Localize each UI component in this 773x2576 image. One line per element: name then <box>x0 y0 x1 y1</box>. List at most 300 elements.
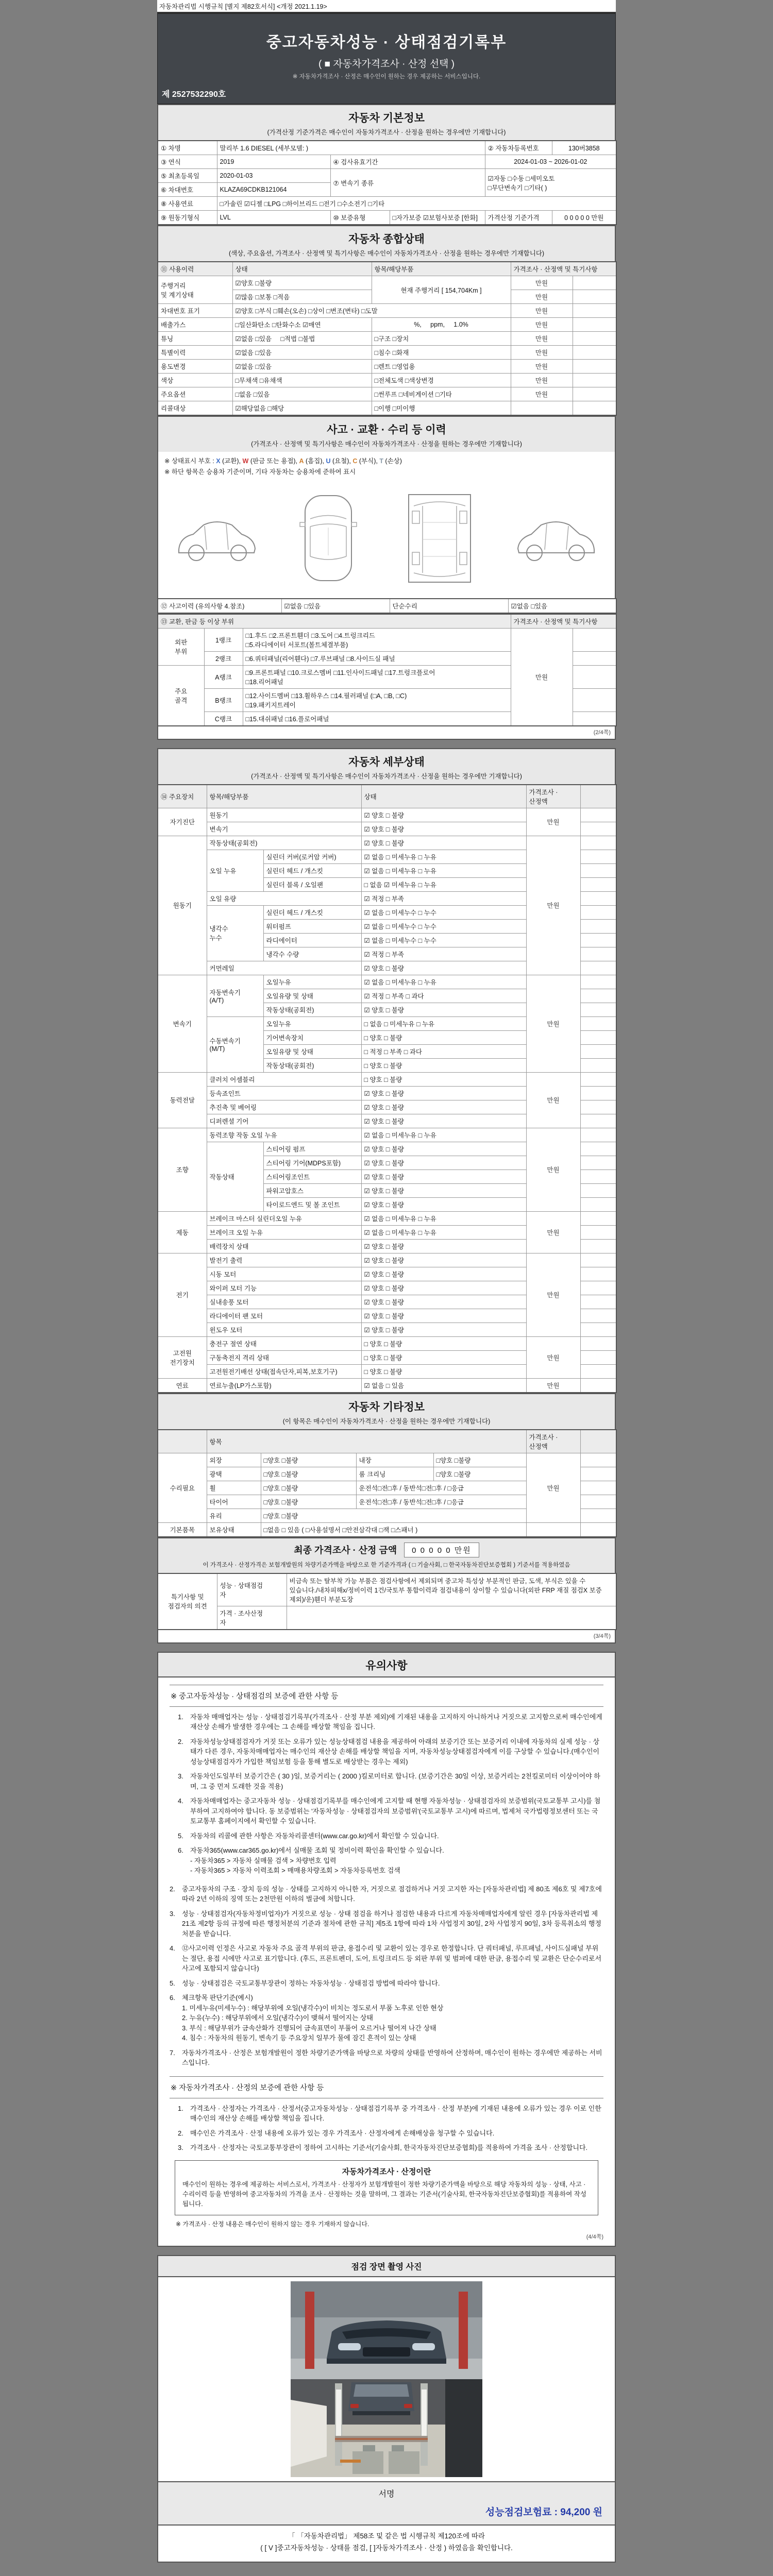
page-break <box>157 2247 616 2255</box>
cell: 특별이력 <box>158 346 232 360</box>
final-price-label: 최종 가격조사 · 산정 금액 <box>294 1545 397 1555</box>
cell: □1.후드 □2.프론트휀더 □3.도어 □4.트렁크리드 □5.라디에이터 서포트(볼트체결부품) <box>243 628 511 651</box>
state-code: U <box>326 457 331 465</box>
cell: ④ 검사유효기간 <box>330 155 485 169</box>
notice-item: 2. 매수인은 가격조사 · 산정 내용에 오류가 있는 경우 가격조사 · 산정자에게 손해배상을 청구할 수 있습니다. <box>178 2129 495 2137</box>
cell: ☑ 적정 □ 부족 <box>361 947 526 961</box>
cell <box>580 836 616 850</box>
notice-item: 3. 자동차인도일부터 보증기간은 ( 30 )일, 보증거리는 ( 2000 )킬로미터로 합니다. (보증기간은 30일 이상, 보증거리는 2천킬로미터 이상이어야 하며, 그 중 먼저 도래한 것을 적용) <box>178 1772 600 1790</box>
cell <box>573 628 616 651</box>
cell: 가격 · 조사산정 자 <box>217 1606 287 1630</box>
cell: 오일 누유 <box>207 850 263 891</box>
cell <box>580 1481 616 1495</box>
document-header <box>157 13 616 104</box>
cell: ☑ 양호 □ 불량 <box>361 1156 526 1170</box>
cell: 스티어링 기어(MDPS포함) <box>263 1156 361 1170</box>
state-code: T <box>379 457 383 465</box>
cell: ☑ 양호 □ 불량 <box>361 1309 526 1323</box>
page-mark-3: (3/4쪽) <box>157 1630 616 1643</box>
cell: 오일누유 <box>263 1016 361 1030</box>
price-appraisal-box-body: 매수인이 원하는 경우에 제공하는 서비스로서, 가격조사 · 산정자가 보험개발원이 정한 차량기준가액을 바탕으로 해당 자동차의 성능 · 상태, 사고 · 수리이력 등을 반영하여 중고자동차의 가격을 조사 · 산정하는 것을 말하며, 그 결과는 기준서(기술사회, 한국자동차진단보증협회)를 적용하여 작성됩니다. <box>182 2180 586 2208</box>
page-mark-4: (4/4쪽) <box>586 2233 603 2240</box>
section-subtitle: (가격조사 · 산정액 및 특기사항은 매수인이 자동차가격조사 · 산정을 원하는 경우에만 기재합니다) <box>251 772 522 780</box>
cell <box>580 1364 616 1378</box>
notice-item: 2. 중고자동차의 구조 · 장치 등의 성능 · 상태를 고지하지 아니한 자, 거짓으로 점검하거나 거짓 고지한 자는 [자동차관리법] 제 80조 제6호 및 제7호에 따라 2년 이하의 징역 또는 2천만원 이하의 벌금에 처합니다. <box>170 1885 602 1903</box>
cell: 만원 <box>511 374 573 387</box>
cell: □일산화탄소 □탄화수소 ☑매연 <box>232 318 372 332</box>
cell: ☑없음 □있음 <box>232 360 372 374</box>
legend-text: (흠집), <box>304 457 326 465</box>
cell: □양호 □불량 <box>261 1509 526 1522</box>
cell: 발전기 출력 <box>207 1253 361 1267</box>
legend-text: ※ 상태표시 부호 : <box>164 457 216 465</box>
emission-values: %, ppm, 1.0% <box>372 318 511 332</box>
cell: ☑ 양호 □ 불량 <box>361 808 526 822</box>
cell: 외장 <box>207 1453 261 1467</box>
cell: ☑ 없음 □ 미세누수 □ 누수 <box>361 919 526 933</box>
cell: ☑ 없음 □ 있음 <box>361 1378 526 1393</box>
cell: 구동축전지 격리 상태 <box>207 1350 361 1364</box>
cell <box>573 688 616 711</box>
cell: ☑ 양호 □ 불량 <box>361 836 526 850</box>
cell <box>580 1225 616 1239</box>
cell: 차대번호 표기 <box>158 304 232 318</box>
cell: 조향 <box>158 1128 207 1211</box>
cell: 가격조사 · 산정액 및 특기사항 <box>511 614 616 629</box>
cell: ☑ 없음 □ 미세누수 □ 누수 <box>361 905 526 919</box>
cell: 만원 <box>526 1336 580 1378</box>
cell: 만원 <box>511 332 573 346</box>
cell: 만원 <box>511 304 573 318</box>
notice-item: 3. 성능 · 상태점검자(자동차정비업자)가 거짓으로 성능 · 상태 점검을 하거나 점검한 내용과 다르게 자동차매매업자에게 알린 경우 [자동차관리법 제21조 제2항 등의 규정에 따른 행정처분의 기준과 절차에 관한 규칙] 제5조 1항에 따라 1차 사업정지 30일, 2차 사업정지 90일, 3차 등록취소의 행정처분을 받습니다. <box>170 1909 601 1938</box>
notice-item: 1. 가격조사 · 산정자는 가격조사 · 산정서(중고자동차성능 · 상태점검기록부 중 가격조사 · 산정 부분)에 기재된 내용에 오류가 있는 경우 이로 인한 매수인의 재산상 손해를 배상할 책임을 집니다. <box>178 2104 601 2122</box>
cell <box>573 401 616 416</box>
cell: 라디에이터 팬 모터 <box>207 1309 361 1323</box>
section-title: 자동차 기본정보 <box>348 112 425 124</box>
cell: 원동기 <box>207 808 361 822</box>
cell: ☑많음 □보통 □적음 <box>232 290 372 304</box>
cell: 추진축 및 베어링 <box>207 1100 361 1114</box>
cell: 오일 유량 <box>207 891 361 905</box>
plate-number: 130버3858 <box>552 141 616 155</box>
cell: 룸 크리닝 <box>356 1467 433 1481</box>
accident-history: ☑없음 □있음 <box>281 599 390 613</box>
cell: ☑해당없음 □해당 <box>232 401 372 416</box>
overall-state-table <box>157 261 616 416</box>
cell: ② 자동차등록번호 <box>485 141 552 155</box>
section-subtitle: (가격산정 기준가격은 매수인이 자동차가격조사 · 산정을 원하는 경우에만 기재합니다) <box>267 129 506 136</box>
confirmation-line-1: 「 「자동차관리법」 제58조 및 같은 법 시행규칙 제120조에 따라 <box>288 2532 485 2540</box>
cell: 수리필요 <box>158 1453 207 1522</box>
cell: 스티어링 펌프 <box>263 1142 361 1156</box>
notice-body <box>157 1676 616 2247</box>
cell <box>580 891 616 905</box>
cell: 디퍼렌셜 기어 <box>207 1114 361 1128</box>
cell: 튜닝 <box>158 332 232 346</box>
transmission-type: ☑자동 □수동 □세미오토 □무단변속기 □기타( ) <box>485 169 616 197</box>
cell: □전체도색 □색상변경 <box>372 374 511 387</box>
cell: 작동상태 <box>207 1142 263 1211</box>
cell: 자기진단 <box>158 808 207 836</box>
cell: 항목/해당부품 <box>207 785 361 808</box>
inspection-period: 2024-01-03 ~ 2026-01-02 <box>485 155 616 169</box>
notice-item: 7. 자동차가격조사 · 산정은 보험개발원이 정한 차량기준가액을 바탕으로 차량의 상태를 반영하여 산정하며, 매수인이 원하는 경우에만 제공하는 서비스입니다. <box>170 2048 602 2066</box>
cell <box>580 975 616 989</box>
appraiser-opinion <box>287 1606 616 1630</box>
cell: 원동기 <box>158 836 207 975</box>
cell: 스티어링조인트 <box>263 1170 361 1183</box>
cell: 만원 <box>526 1128 580 1211</box>
final-price-panel <box>157 1537 616 1573</box>
cell: □양호 □불량 <box>261 1467 356 1481</box>
car-top-view-diagram <box>290 490 367 586</box>
cell: □양호 □불량 <box>433 1467 526 1481</box>
cell <box>573 346 616 360</box>
oil-pan-leak: □ 없음 ☑ 미세누유 □ 누유 <box>361 877 526 891</box>
cell: 만원 <box>511 346 573 360</box>
notice-price-list <box>170 2104 603 2153</box>
cell: ☑없음 □있음 <box>232 346 372 360</box>
photo-section <box>157 2255 616 2482</box>
cell: 파워고압호스 <box>263 1183 361 1197</box>
cell: 주요옵션 <box>158 387 232 401</box>
cell: □양호 □불량 <box>261 1495 356 1509</box>
cell: ☑ 양호 □ 불량 <box>361 961 526 975</box>
cell <box>580 1086 616 1100</box>
price-appraisal-box-note: ※ 가격조사 · 산정 내용은 매수인이 원하지 않는 경우 기재하지 않습니다. <box>176 2220 369 2228</box>
cell: ☑ 없음 □ 미세누유 □ 누유 <box>361 975 526 989</box>
signature-label: 서명 <box>378 2489 395 2499</box>
cell: ☑ 양호 □ 불량 <box>361 1003 526 1016</box>
cell: 브레이크 마스터 실린더오일 누유 <box>207 1211 361 1225</box>
legend-text: (요철), <box>330 457 353 465</box>
page-break <box>157 740 616 748</box>
cell: ☑ 양호 □ 불량 <box>361 1114 526 1128</box>
basic-info-table <box>157 140 616 225</box>
cell: 운전석□전□후 / 동반석□전□후 / □응급 <box>356 1481 526 1495</box>
cell <box>580 1100 616 1114</box>
cell <box>573 290 616 304</box>
cell: 고전원전기배선 상태(접속단자,피복,보호기구) <box>207 1364 361 1378</box>
cell: ⑥ 차대번호 <box>158 183 217 197</box>
cell: 기본품목 <box>158 1522 207 1537</box>
notice-item: 4. 자동차매매업자는 중고자동차 성능 · 상태점검기록부를 매수인에게 고지할 때 현행 자동차성능 · 상태점검자의 보증범위(국토교통부 고시)를 첨부하여 고지하여야 합니다. 동 보증범위는 '자동차성능 · 상태점검자의 보증범위'(국토교통부 고시)에 따르며, 법제처 국가법령정보센터 또는 국토교통부 홈페이지에서 확인할 수 있습니다. <box>178 1797 601 1825</box>
cell: 상태 <box>232 262 372 276</box>
cell <box>580 863 616 877</box>
cell <box>580 1378 616 1393</box>
state-code: X <box>216 457 221 465</box>
cell: 실린더 헤드 / 개스킷 <box>263 863 361 877</box>
notice-item: 5. 성능 · 상태점검은 국토교통부장관이 정하는 자동차성능 · 상태점검 방법에 따라야 합니다. <box>170 1979 440 1987</box>
cell: □6.쿼터패널(리어휀다) □7.루브패널 □8.사이드실 패널 <box>243 651 511 665</box>
inspector-opinion-table <box>157 1573 616 1630</box>
cell: 오일유량 및 상태 <box>263 989 361 1003</box>
cell: ☑ 없음 □ 미세누유 □ 누유 <box>361 863 526 877</box>
cell: ☑ 양호 □ 불량 <box>361 1281 526 1295</box>
notice-item: 3. 가격조사 · 산정자는 국토교통부장관이 정하여 고시하는 기준서(기술사회, 한국자동차진단보증협회)를 적용하여 가격을 조사 · 산정합니다. <box>178 2144 588 2151</box>
cell: 윈도우 모터 <box>207 1323 361 1336</box>
cell: 만원 <box>511 276 573 290</box>
cell: 만원 <box>526 1453 580 1522</box>
cell <box>580 1156 616 1170</box>
section-accident-history <box>157 416 616 452</box>
cell: 충전구 절연 상태 <box>207 1336 361 1350</box>
cell: □ 양호 □ 불량 <box>361 1364 526 1378</box>
cell: ⑨ 원동기형식 <box>158 211 217 225</box>
cell <box>580 1309 616 1323</box>
cell: 만원 <box>511 387 573 401</box>
cell: 제동 <box>158 1211 207 1253</box>
cell <box>573 387 616 401</box>
cell: ⑩ 보증유형 <box>330 211 390 225</box>
inspection-photo-lift-rear <box>291 2379 482 2477</box>
cell: □15.대쉬패널 □16.플로어패널 <box>243 711 511 726</box>
cell <box>580 808 616 822</box>
cell: 변속기 <box>158 975 207 1072</box>
legend-codes <box>164 456 609 467</box>
cell: 가격조사 · 산정액 및 특기사항 <box>511 262 616 276</box>
cell <box>580 1003 616 1016</box>
section-detail-state <box>157 748 616 784</box>
cell: ☑ 양호 □ 불량 <box>361 1253 526 1267</box>
cell <box>580 1170 616 1183</box>
cell: 만원 <box>511 318 573 332</box>
car-underbody-diagram <box>396 490 483 586</box>
cell: 주요 골격 <box>158 665 204 726</box>
cell: 오일누유 <box>263 975 361 989</box>
base-price: 0 0 0 0 0 만원 <box>552 211 616 225</box>
section-title: 사고 · 교환 · 수리 등 이력 <box>327 424 446 436</box>
car-side-view-diagram <box>173 504 260 571</box>
detail-state-table <box>157 784 616 1393</box>
cell: 고전원 전기장치 <box>158 1336 207 1378</box>
cell: 타이어 <box>207 1495 261 1509</box>
section-subtitle: (색상, 주요옵션, 가격조사 · 산정액 및 특기사항은 매수인이 자동차가격조사 · 산정을 원하는 경우에만 기재합니다) <box>228 250 545 257</box>
cell: ☑ 없음 □ 미세누유 □ 누유 <box>361 1128 526 1142</box>
cell: 브레이크 오일 누유 <box>207 1225 361 1239</box>
cell: B랭크 <box>204 688 243 711</box>
confirmation-line-2: ( [ V ]중고자동차성능 · 상태를 점검, [ ]자동차가격조사 · 산정 ) 하였음을 확인합니다. <box>260 2544 513 2552</box>
cell: ☑ 양호 □ 불량 <box>361 1197 526 1211</box>
section-title: 유의사항 <box>365 1659 408 1672</box>
notice-item: 2. 자동차성능상태점검자가 거짓 또는 오류가 있는 성능상태점검 내용을 제공하여 아래의 보증기간 또는 보증거리 이내에 자동차의 실제 성능 · 상태가 다른 경우, 자동차매매업자는 매수인의 재산상 손해를 배상할 책임을 지며, 자동차성능상태점검자에게 이를 구상할 수 있습니다.(매수인이 성능상태점검자가 가입한 책임보험 등을 통해 별도로 배상받는 경우는 제외) <box>178 1737 600 1766</box>
cell: ☑ 적정 □ 부족 □ 과다 <box>361 989 526 1003</box>
cell <box>580 1350 616 1364</box>
cell: 내장 <box>356 1453 433 1467</box>
cell: ⑧ 사용연료 <box>158 197 217 211</box>
cell: ☑없음 □있음 □적법 □불법 <box>232 332 372 346</box>
cell: ☑ 양호 □ 불량 <box>361 822 526 836</box>
cell: 냉각수 누수 <box>207 905 263 961</box>
notice-warranty-header: ※ 중고자동차성능 · 상태점검의 보증에 관한 사항 등 <box>170 1685 603 1707</box>
cell <box>580 1044 616 1058</box>
cell <box>580 947 616 961</box>
cell: 자동변속기 (A/T) <box>207 975 263 1016</box>
cell <box>573 304 616 318</box>
cell: 시동 모터 <box>207 1267 361 1281</box>
cell: 작동상태(공회전) <box>263 1058 361 1072</box>
cell: 실린더 헤드 / 개스킷 <box>263 905 361 919</box>
section-subtitle: (가격조사 · 산정액 및 특기사항은 매수인이 자동차가격조사 · 산정을 원하는 경우에만 기재합니다) <box>251 440 522 448</box>
inspector-opinion: 비금속 또는 탈부착 가능 부품은 점검사항에서 제외되며 중고차 특성상 부분적인 판금, 도색, 부식은 있을 수 있습니다./내차피해x/정비이력 1건/국토부 통합이력과 점검내용이 상이할 수 있습니다(외판 FRP 재질 점검X 보증 제외)/운)휀더 부분도장 <box>287 1573 616 1606</box>
notice-item: 6. 체크항목 판단기준(예시) 1. 미세누유(미세누수) : 해당부위에 오일(냉각수)이 비치는 정도로서 부품 노후로 인한 현상 2. 누유(누수) : 해당부위에서 오일(냉각수)이 맺혀서 떨어지는 상태 3. 부식 : 해당부위가 금속산화가 진행되어 금속표면이 부풀어 오르거나 떨어져 나간 상태 4. 침수 : 자동차의 원동기, 변속기 등 주요장치 일부가 물에 잠긴 흔적이 있는 상태 <box>170 1994 444 2042</box>
section-title: 자동차 기타정보 <box>348 1401 425 1413</box>
cell: □구조 □장치 <box>372 332 511 346</box>
cell: ☑ 양호 □ 불량 <box>361 1295 526 1309</box>
cell <box>580 961 616 975</box>
car-rear-side-view-diagram <box>513 504 600 571</box>
cell: 2랭크 <box>204 651 243 665</box>
cell: ⑫ 사고이력 (유의사항 4.참조) <box>158 599 281 613</box>
cell: ☑ 양호 □ 불량 <box>361 1170 526 1183</box>
cell: 만원 <box>526 975 580 1072</box>
cell <box>573 651 616 665</box>
cell <box>580 1430 616 1453</box>
cell: 등속죠인트 <box>207 1086 361 1100</box>
cell: □없음 □있음 <box>232 387 372 401</box>
cell: ☑ 양호 □ 불량 <box>361 1267 526 1281</box>
notice-warranty-list <box>170 1712 603 1876</box>
cell <box>580 933 616 947</box>
price-appraisal-box <box>175 2160 598 2215</box>
vin: KLAZA69CDKB121064 <box>217 183 330 197</box>
cell <box>511 401 573 416</box>
cell: □ 없음 □ 미세누유 □ 누유 <box>361 1016 526 1030</box>
cell: ⑬ 교환, 판금 등 이상 부위 <box>158 614 511 629</box>
cell: □ 양호 □ 불량 <box>361 1336 526 1350</box>
cell <box>580 919 616 933</box>
cell <box>580 1197 616 1211</box>
cell <box>580 1336 616 1350</box>
first-registration: 2020-01-03 <box>217 169 330 183</box>
cell: 와이퍼 모터 기능 <box>207 1281 361 1295</box>
cell: 만원 <box>526 1253 580 1336</box>
cell: ☑양호 □불량 <box>232 276 372 290</box>
page-title: 중고자동차성능 · 상태점검기록부 <box>266 34 507 51</box>
legend-text: (교환), <box>220 457 243 465</box>
cell: ☑ 양호 □ 불량 <box>361 1239 526 1253</box>
cell: 항목/해당부품 <box>372 262 511 276</box>
section-etc-info <box>157 1393 616 1429</box>
state-code: W <box>242 457 249 465</box>
cell <box>526 1522 580 1537</box>
inspection-record-document <box>157 0 616 2563</box>
cell: 배력장치 상태 <box>207 1239 361 1253</box>
cell: 색상 <box>158 374 232 387</box>
section-title: 자동차 종합상태 <box>348 233 425 245</box>
cell: ☑ 양호 □ 불량 <box>361 1183 526 1197</box>
section-basic-info <box>157 104 616 140</box>
cell: 만원 <box>526 808 580 836</box>
notice-general-list <box>170 1884 603 2068</box>
cell <box>573 360 616 374</box>
cell: □ 양호 □ 불량 <box>361 1350 526 1364</box>
cell: 배출가스 <box>158 318 232 332</box>
cell <box>580 1453 616 1467</box>
cell: ☑ 없음 □ 미세누유 □ 누유 <box>361 1211 526 1225</box>
cell: 유리 <box>207 1509 261 1522</box>
cell <box>580 1495 616 1509</box>
cell: □양호 □불량 <box>261 1453 356 1467</box>
page-subtitle: ( ■ 자동차가격조사 · 산정 선택 ) <box>318 59 455 70</box>
cell <box>580 1072 616 1086</box>
cell <box>580 1281 616 1295</box>
cell: ☑ 양호 □ 불량 <box>361 1142 526 1156</box>
cell <box>580 1183 616 1197</box>
cell: □침수 □화재 <box>372 346 511 360</box>
cell: 워터펌프 <box>263 919 361 933</box>
notice-item: 1. 자동차 매매업자는 성능 · 상태점검기록부(가격조사 · 산정 부분 제외)에 기재된 내용을 고지하지 아니하거나 거짓으로 고지함으로써 매수인에게 재산상 손해가 발생한 경우에는 그 손해를 배상할 책임을 집니다. <box>178 1713 602 1731</box>
cell: □무채색 □유채색 <box>232 374 372 387</box>
price-appraisal-box-title: 자동차가격조사 · 산정이란 <box>342 2167 431 2176</box>
photo-section-title: 점검 장면 촬영 사진 <box>158 2256 615 2277</box>
cell: 특기사항 및 점검자의 의견 <box>158 1573 217 1630</box>
cell: 리콜대상 <box>158 401 232 416</box>
cell: □12.사이드멤버 □13.휠하우스 □14.필러패널 (□A, □B, □C) □19.패키지트레이 <box>243 688 511 711</box>
cell: ☑ 없음 □ 미세누유 □ 누유 <box>361 1225 526 1239</box>
cell: ⑭ 주요장치 <box>158 785 207 808</box>
state-code-legend <box>157 452 616 480</box>
cell: 가격조사 · 산정액 <box>526 785 580 808</box>
cell: 외판 부위 <box>158 628 204 665</box>
cell: 타이로드엔드 및 볼 조인트 <box>263 1197 361 1211</box>
cell: 만원 <box>526 1211 580 1253</box>
inspection-insurance-fee: 성능점검보험료 : 94,200 원 <box>485 2506 602 2518</box>
cell <box>573 318 616 332</box>
cell <box>580 850 616 863</box>
cell: 냉각수 수량 <box>263 947 361 961</box>
panel-frame-table <box>157 614 616 726</box>
cell <box>580 822 616 836</box>
form-regulation-note: 자동차관리법 시행규칙 [별지 제82호서식] <개정 2021.1.19> <box>157 0 616 13</box>
page-mark-2: (2/4쪽) <box>157 726 616 740</box>
cell <box>580 1058 616 1072</box>
cell: 연료 <box>158 1378 207 1393</box>
cell <box>580 1467 616 1481</box>
cell: 동력조향 작동 오일 누유 <box>207 1128 361 1142</box>
cell: 만원 <box>511 360 573 374</box>
cell <box>158 1430 207 1453</box>
cell <box>580 1295 616 1309</box>
cell: □ 양호 □ 불량 <box>361 1030 526 1044</box>
cell: ☑ 적정 □ 부족 <box>361 891 526 905</box>
cell: 운전석□전□후 / 동반석□전□후 / □응급 <box>356 1495 526 1509</box>
notice-item: 4. ⑫사고이력 인정은 사고로 자동차 주요 골격 부위의 판금, 용접수리 및 교환이 있는 경우로 한정합니다. 단 쿼터패널, 루프패널, 사이드실패널 부위는 절단, 용접 시에만 사고로 표기합니다. (후드, 프론트펜더, 도어, 트렁크리드 등 외판 부위 및 범퍼에 대한 판금, 용접수리 및 교환은 단순수리로서 사고에 포함되지 않습니다) <box>170 1944 602 1972</box>
cell <box>573 711 616 726</box>
cell: 변속기 <box>207 822 361 836</box>
current-mileage: 현재 주행거리 [ 154,704Km ] <box>372 276 511 304</box>
cell: 광택 <box>207 1467 261 1481</box>
cell <box>580 1030 616 1044</box>
cell: □렌트 □영업용 <box>372 360 511 374</box>
cell: 휠 <box>207 1481 261 1495</box>
cell: 만원 <box>511 290 573 304</box>
notice-item: 6. 자동차365(www.car365.go.kr)에서 실매물 조회 및 정비이력 확인을 확인할 수 있습니다. - 자동차365 > 자동차 실매물 검색 > 차량번호 입력 - 자동차365 > 자동차 이력조회 > 매매용차량조회 > 자동차등록번호 검색 <box>178 1846 444 1874</box>
cell: C랭크 <box>204 711 243 726</box>
cell: 단순수리 <box>390 599 508 613</box>
cell: 전기 <box>158 1253 207 1336</box>
cell <box>580 1114 616 1128</box>
legend-note: ※ 하단 항목은 승용차 기준이며, 기타 자동차는 승용차에 준하여 표시 <box>164 468 356 476</box>
accident-summary-table <box>157 598 616 614</box>
cell: □9.프론트패널 □10.크로스멤버 □11.인사이드패널 □17.트렁크플로어 □18.리어패널 <box>243 665 511 688</box>
car-name: 말리부 1.6 DIESEL (세부모델: ) <box>217 141 485 155</box>
cell: A랭크 <box>204 665 243 688</box>
cell <box>580 1267 616 1281</box>
cell: 동력전달 <box>158 1072 207 1128</box>
cell: 실내송풍 모터 <box>207 1295 361 1309</box>
cell: 항목 <box>207 1430 526 1453</box>
